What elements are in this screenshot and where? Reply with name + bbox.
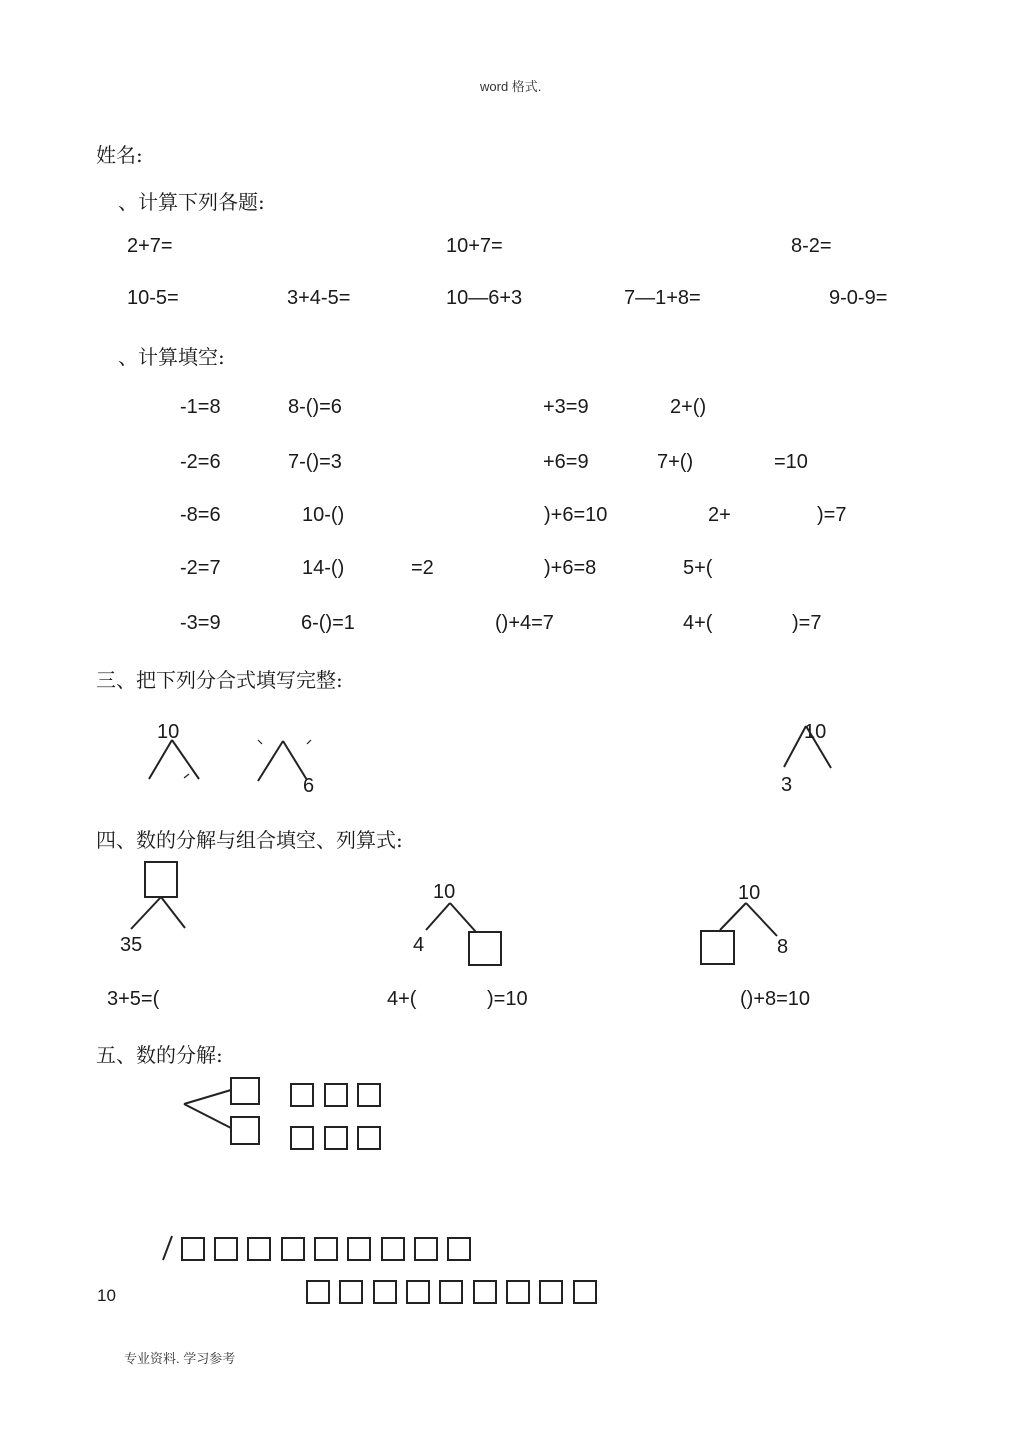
fill-problem: 10-() xyxy=(302,504,345,526)
section-3-title: 三、把下列分合式填写完整: xyxy=(96,668,343,692)
box-row-top xyxy=(291,1084,380,1106)
calc-problem: 3+4-5= xyxy=(287,287,351,309)
fill-problem: )+6=10 xyxy=(544,504,608,526)
split-tree-1 xyxy=(149,740,199,779)
section-2-title: 、计算填空: xyxy=(118,345,225,369)
fill-problem: )=7 xyxy=(817,504,847,526)
answer-box xyxy=(231,1117,259,1144)
answer-box xyxy=(145,862,177,897)
tree-number: 4 xyxy=(413,934,425,956)
combination-equation: 4+( xyxy=(387,988,417,1010)
tree-number: 10 xyxy=(804,721,827,743)
calc-problem: 10+7= xyxy=(446,235,503,257)
combine-tree-2 xyxy=(426,903,501,965)
calc-problem: 10-5= xyxy=(127,287,179,309)
tree-number: 35 xyxy=(120,934,143,956)
name-label: 姓名: xyxy=(96,143,143,167)
fill-problem: 4+( xyxy=(683,612,713,634)
tree-number: 10 xyxy=(738,882,761,904)
decompose-branch xyxy=(184,1078,259,1144)
page-header: word 格式. xyxy=(480,79,542,94)
fill-problem: -2=6 xyxy=(180,451,221,473)
fill-problem: 7+() xyxy=(657,451,694,473)
tree-number: 10 xyxy=(433,881,456,903)
combine-tree-3 xyxy=(701,903,777,964)
calc-problem: 7—1+8= xyxy=(624,287,701,309)
fill-problem: 2+() xyxy=(670,396,707,418)
decompose-number: 10 xyxy=(97,1286,116,1305)
section-4-title: 四、数的分解与组合填空、列算式: xyxy=(96,828,403,852)
box-row-upper-long xyxy=(182,1238,470,1260)
fill-problem: -1=8 xyxy=(180,396,221,418)
fill-problem: 6-()=1 xyxy=(301,612,355,634)
fill-problem: -2=7 xyxy=(180,557,221,579)
tree-number: 8 xyxy=(777,936,789,958)
section-5-title: 五、数的分解: xyxy=(96,1043,223,1067)
fill-problem: +6=9 xyxy=(543,451,589,473)
calc-problem: 9-0-9= xyxy=(829,287,888,309)
combine-tree-1 xyxy=(131,862,185,929)
fill-problem: ()+4=7 xyxy=(495,612,554,634)
calc-problem: 8-2= xyxy=(791,235,832,257)
answer-box xyxy=(231,1078,259,1104)
box-row-lower-long xyxy=(307,1281,596,1303)
combination-equation: ()+8=10 xyxy=(740,988,811,1010)
answer-box xyxy=(701,931,734,964)
fill-problem: 14-() xyxy=(302,557,345,579)
tree-number: 3 xyxy=(781,774,793,796)
combination-equation: )=10 xyxy=(487,988,528,1010)
slash-mark xyxy=(163,1236,172,1260)
fill-problem: =2 xyxy=(411,557,434,579)
fill-problem: -3=9 xyxy=(180,612,221,634)
section-1-title: 、计算下列各题: xyxy=(118,190,265,214)
calc-problem: 10—6+3 xyxy=(446,287,523,309)
fill-problem: 2+ xyxy=(708,504,731,526)
fill-problem: 5+( xyxy=(683,557,713,579)
page-footer: 专业资料. 学习参考 xyxy=(124,1351,236,1366)
answer-box xyxy=(469,932,501,965)
fill-problem: 7-()=3 xyxy=(288,451,342,473)
fill-problem: =10 xyxy=(774,451,808,473)
fill-problem: )+6=8 xyxy=(544,557,597,579)
fill-problem: +3=9 xyxy=(543,396,589,418)
calc-problem: 2+7= xyxy=(127,235,173,257)
fill-problem: 8-()=6 xyxy=(288,396,342,418)
tree-number: 6 xyxy=(303,775,315,797)
box-row-bottom xyxy=(291,1127,380,1149)
combination-equation: 3+5=( xyxy=(107,988,160,1010)
fill-problem: )=7 xyxy=(792,612,822,634)
tree-number: 10 xyxy=(157,721,180,743)
fill-problem: -8=6 xyxy=(180,504,221,526)
